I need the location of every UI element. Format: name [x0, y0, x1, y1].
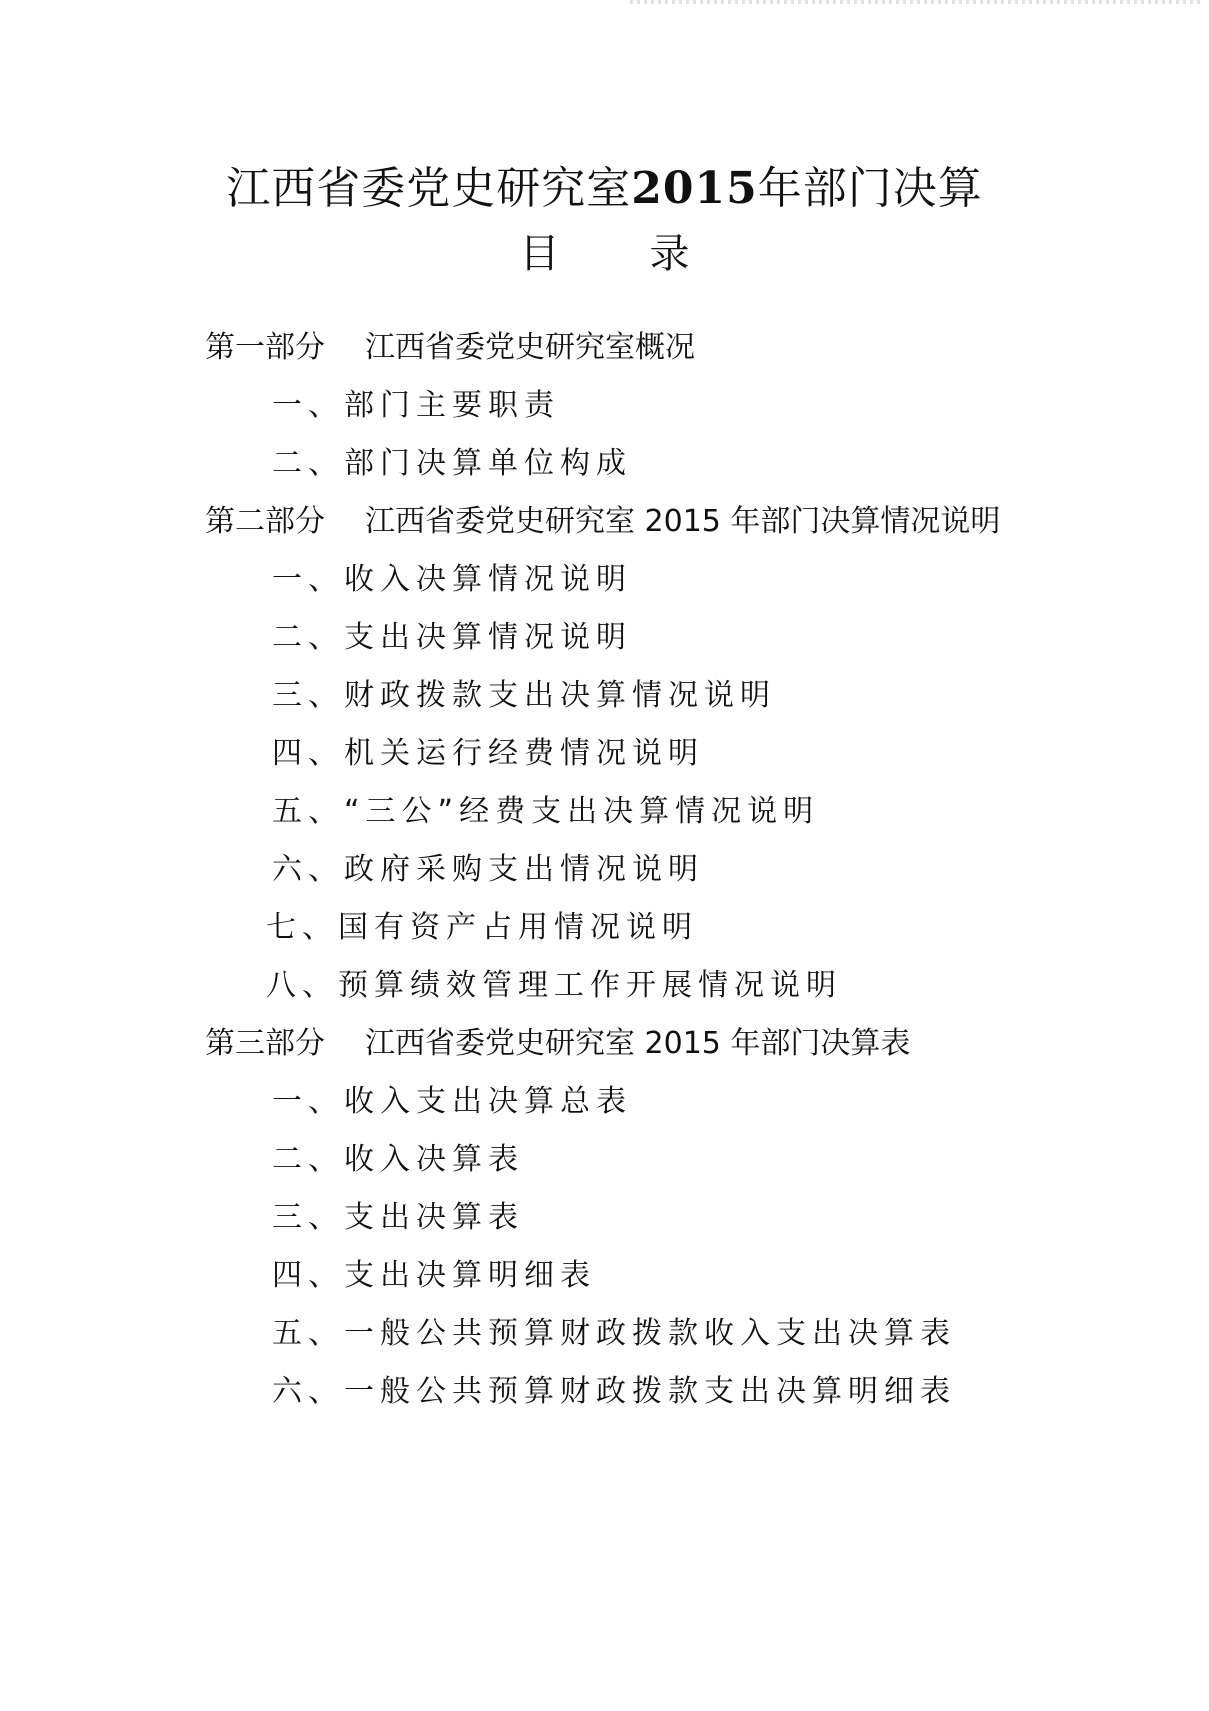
- toc-item[interactable]: 一、部门主要职责: [272, 388, 560, 423]
- toc-item[interactable]: 四、支出决算明细表: [272, 1258, 596, 1293]
- toc-item[interactable]: 三、支出决算表: [272, 1200, 524, 1235]
- toc-item[interactable]: 二、支出决算情况说明: [272, 620, 632, 655]
- toc-part-1[interactable]: [205, 322, 695, 366]
- part-title: 江西省委党史研究室 2015 年部门决算表: [365, 1026, 911, 1061]
- toc-item[interactable]: 一、收入决算情况说明: [272, 562, 632, 597]
- toc-item[interactable]: 二、部门决算单位构成: [272, 446, 632, 481]
- toc-item[interactable]: 二、收入决算表: [272, 1142, 524, 1177]
- toc-heading-right: 录: [649, 231, 690, 277]
- toc-item[interactable]: 七、国有资产占用情况说明: [266, 910, 698, 945]
- toc-item[interactable]: 六、政府采购支出情况说明: [272, 852, 704, 887]
- toc-item[interactable]: 六、一般公共预算财政拨款支出决算明细表: [272, 1374, 956, 1409]
- toc-item[interactable]: 三、财政拨款支出决算情况说明: [272, 678, 776, 713]
- toc-item[interactable]: 八、预算绩效管理工作开展情况说明: [266, 968, 842, 1003]
- part-label: 第二部分: [205, 504, 325, 539]
- toc-item[interactable]: 五、“三公”经费支出决算情况说明: [272, 794, 820, 829]
- toc-item[interactable]: 四、机关运行经费情况说明: [272, 736, 704, 771]
- part-label: 第三部分: [205, 1026, 325, 1061]
- title-suffix: 年部门决算: [757, 163, 983, 214]
- part-title: 江西省委党史研究室概况: [365, 330, 695, 365]
- toc-heading: [0, 222, 1209, 279]
- toc-part-2[interactable]: [205, 496, 1000, 540]
- document-title: [0, 152, 1209, 216]
- title-prefix: 江西省委党史研究室: [226, 163, 632, 214]
- toc-item[interactable]: 五、一般公共预算财政拨款收入支出决算表: [272, 1316, 956, 1351]
- part-title: 江西省委党史研究室 2015 年部门决算情况说明: [365, 504, 1001, 539]
- title-year: 2015: [631, 163, 758, 214]
- scan-artifact: [630, 0, 1200, 4]
- toc-part-3[interactable]: [205, 1018, 910, 1062]
- toc-heading-left: 目: [519, 231, 560, 277]
- part-label: 第一部分: [205, 330, 325, 365]
- toc-item[interactable]: 一、收入支出决算总表: [272, 1084, 632, 1119]
